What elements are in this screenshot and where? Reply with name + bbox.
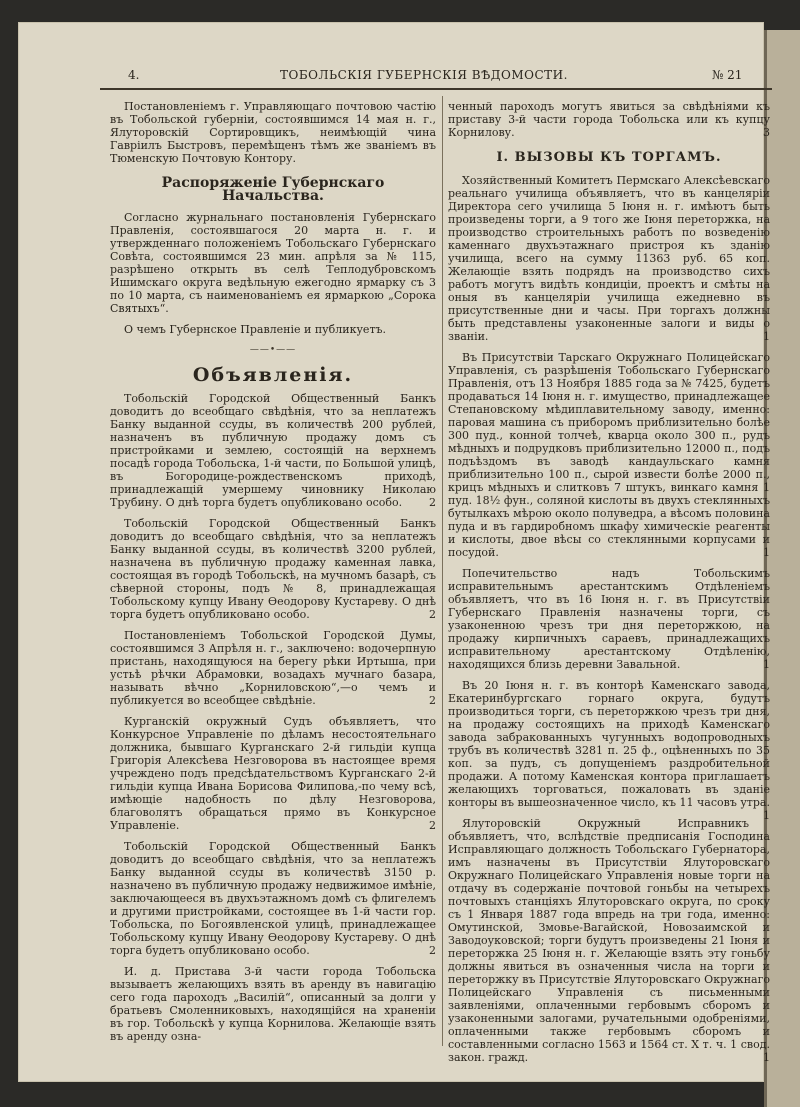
auction-notice bbox=[448, 679, 770, 822]
announcement bbox=[110, 715, 436, 832]
announcement-text: Постановленіемъ Тобольской Городской Думы, состоявшимся 3 Апрѣля н. г., заключено: водочерпную пристань, находящуюся на берегу рѣки Иртыша, при устьѣ рѣчки Абрамовки, возадахъ мучнаго базара, называть вѣчно „Корниловскою“,—о чемъ и публикуется во всеобщее свѣдѣніе. bbox=[110, 629, 436, 707]
auction-mark: 1 bbox=[763, 658, 770, 671]
announcement bbox=[110, 392, 436, 509]
continued-announcement bbox=[448, 100, 770, 139]
announcement bbox=[110, 517, 436, 621]
auction-notice bbox=[448, 817, 770, 1064]
announcement-mark: 2 bbox=[429, 496, 436, 509]
announcement-text: Тобольскій Городской Общественный Банкъ доводитъ до всеобщаго свѣдѣнія, что за неплатежъ Банку выданной ссуды, въ количествѣ 3200 рублей, назначена въ публичную продажу каменная лавка, состоящая въ городѣ Тобольскѣ, на мучномъ базарѣ, съ сѣверной стороны, подъ № 8, принадлежащая Тобольскому купцу Ивану Ѳеодорову Кустареву. О днѣ торга будетъ опубликовано особо. bbox=[110, 517, 436, 621]
fair-notice-closing: О чемъ Губернское Правленіе и публикуетъ. bbox=[124, 323, 387, 336]
auction-text: Ялуторовскій Окружный Исправникъ объявляетъ, что, вслѣдствіе предписанія Господина Исправляющаго должность Тобольскаго Губернатора, имъ назначены въ Присутствіи Ялуторовскаго Окружнаго Полицейскаго Управленія новые торги на отдачу въ содержаніе почтовой гоньбы на четырехъ почтовыхъ станціяхъ Ялуторовскаго округа, по сроку съ 1 Января 1887 года впредь на три года, именно: Омутинской, Змовье-Вагайской, Новозаимской и Заводоуковской; торги будутъ произведены 21 Іюня и переторжка 25 Іюня н. г. Желающіе взять эту гоньбу должны явиться въ означенныя числа на торги и переторжку въ Присутствіе Ялуторовскаго Окружнаго Полицейскаго Управленія съ письменными заявленіями, оплаченными гербовымъ сборомъ и узаконенными залогами, ручательными одобреніями, оплаченными также гербовымъ сборомъ и составленными согласно 1563 и 1564 ст. Х т. ч. 1 свод. закон. гражд. bbox=[448, 817, 770, 1064]
column-divider bbox=[442, 96, 443, 1046]
page-number: 4. bbox=[128, 68, 140, 82]
announcement-mark: 2 bbox=[429, 819, 436, 832]
auction-mark: 1 bbox=[763, 546, 770, 559]
announcement-mark: 2 bbox=[429, 608, 436, 621]
announcement bbox=[110, 965, 436, 1043]
auction-notice bbox=[448, 567, 770, 671]
announcement bbox=[110, 840, 436, 957]
left-column bbox=[110, 100, 436, 1051]
announcement-text: Тобольскій Городской Общественный Банкъ доводитъ до всеобщаго свѣдѣнія, что за неплатежъ Банку выданной ссуды въ количествѣ 3150 р. назначено въ публичную продажу недвижимое имѣніе, заключающееся въ двухъэтажномъ домѣ съ флигелемъ и другими пристройками, состоящее въ 1-й части гор. Тобольска, по Богоявленской улицѣ, принадлежащее Тобольскому купцу Ивану Ѳеодорову Кустареву. О днѣ торга будетъ опубликовано особо. bbox=[110, 840, 436, 957]
announcement-text: И. д. Пристава 3-й части города Тобольска вызываетъ желающихъ взять въ аренду въ навигацію сего года пароходъ „Василій“, описанный за долги у братьевъ Смоленниковыхъ, находящійся на храненіи въ гор. Тобольскѣ у купца Корнилова. Желающіе взять въ аренду озна- bbox=[110, 965, 436, 1043]
auction-text: Хозяйственный Комитетъ Пермскаго Алексѣевскаго реальнаго училища объявляетъ, что въ канцеляріи Директора сего училища 5 Іюня н. г. имѣютъ быть произведены торги, а 9 того же Іюня переторжка, на производство строительныхъ работъ по возведенію каменнаго двухъэтажнаго пристроя къ зданію училища, всего на сумму 11363 руб. 65 коп. Желающіе взять подрядъ на производство сихъ работъ могутъ видѣть кондиціи, проектъ и смѣты на оныя въ канцеляріи училища ежедневно въ присутственные дни и часы. При торгахъ должны быть представлены узаконенные залоги и виды о званіи. bbox=[448, 174, 770, 343]
continued-text: ченный пароходъ могутъ явиться за свѣдѣніями къ приставу 3-й части города Тобольска или къ купцу Корнилову. bbox=[448, 100, 770, 139]
announcement-mark: 3 bbox=[763, 126, 770, 139]
postal-notice: Постановленіемъ г. Управляющаго почтовою частію въ Тобольской губерніи, состоявшимся 14 мая н. г., Ялуторовскій Сортировщикъ, неимѣющій чина Гавріилъ Быстровъ, перемѣщенъ тѣмъ же званіемъ въ Тюменскую Почтовую Контору. bbox=[110, 100, 436, 165]
announcement bbox=[110, 629, 436, 707]
auction-mark: 1 bbox=[763, 1051, 770, 1064]
page-header bbox=[100, 68, 772, 86]
auction-mark: 1 bbox=[763, 809, 770, 822]
right-column bbox=[448, 100, 770, 1072]
auction-notice bbox=[448, 174, 770, 343]
issue-number: № 21 bbox=[712, 68, 743, 82]
auction-text: Попечительство надъ Тобольскимъ исправительнымъ арестантскимъ Отдѣленіемъ объявляетъ, что въ 16 Іюня н. г. въ Присутствіи Губернскаго Правленія назначены торги, съ узаконенною чрезъ три дня переторжкою, на продажу кирпичныхъ сараевъ, принадлежащихъ исправительному арестантскому Отдѣленію, находящихся близь деревни Завальной. bbox=[448, 567, 770, 671]
fair-notice: Согласно журнальнаго постановленія Губернскаго Правленія, состоявшагося 20 марта н. г. и утвержденнаго положеніемъ Тобольскаго Губернскаго Совѣта, состоявшимся 23 мин. апрѣля за № 115, разрѣшено открыть въ селѣ Теплодубровскомъ Ишимскаго округа ведѣльную ежегодно ярмарку съ 3 по 10 марта, съ наименованіемъ ея ярмаркою „Сорока Святыхъ“. bbox=[110, 211, 436, 315]
announcement-mark: 2 bbox=[429, 694, 436, 707]
announcement-text: Тобольскій Городской Общественный Банкъ доводитъ до всеобщаго свѣдѣнія, что за неплатежъ Банку выданной ссуды, въ количествѣ 200 рублей, назначенъ въ публичную продажу домъ съ пристройками и землею, состоящій на верхнемъ посадѣ города Тобольска, 1-й части, по Большой улицѣ, въ Богородице-рождественскомъ приходѣ, принадлежащій умершему чиновнику Николаю Трубину. О днѣ торга будетъ опубликовано особо. bbox=[110, 392, 436, 509]
section-heading-announcements: Объявленія. bbox=[192, 364, 354, 386]
section-heading-auctions: I. ВЫЗОВЫ КЪ ТОРГАМЪ. bbox=[496, 150, 722, 165]
section-heading-orders: Распоряженіе Губернскаго Начальства. bbox=[161, 175, 385, 204]
header-rule bbox=[100, 88, 772, 90]
announcement-text: Курганскій окружный Судъ объявляетъ, что Конкурсное Управленіе по дѣламъ несостоятельнаго должника, бывшаго Курганскаго 2-й гильдіи купца Григорія Алексѣева Незговорова въ настоящее время учреждено подъ предсѣдательствомъ Курганскаго 2-й гильдіи купца Ивана Борисова Филипова,-по чему всѣ, имѣющіе надобность по дѣлу Незговорова, благоволятъ обращаться прямо въ Конкурсное Управленіе. bbox=[110, 715, 436, 832]
auction-notice bbox=[448, 351, 770, 559]
announcement-mark: 2 bbox=[429, 944, 436, 957]
newspaper-title: ТОБОЛЬСКІЯ ГУБЕРНСКІЯ ВѢДОМОСТИ. bbox=[280, 68, 568, 82]
ornament-divider: ——•—— bbox=[249, 345, 297, 355]
auction-mark: 1 bbox=[763, 330, 770, 343]
auction-text: Въ 20 Іюня н. г. въ конторѣ Каменскаго завода, Екатеринбургскаго горнаго округа, будутъ производиться торги, съ переторжкою чрезъ три дня, на продажу состоящихъ на приходѣ Каменскаго завода забракованныхъ чугунныхъ водопроводныхъ трубъ въ количествѣ 3281 п. 25 ф., оцѣненныхъ по 35 коп. за пудъ, съ допущеніемъ раздробительной продажи. А потому Каменская контора приглашаетъ желающихъ торговаться, пожаловать въ зданіе конторы въ вышеозначенное число, къ 11 часовъ утра. bbox=[448, 679, 770, 809]
auction-text: Въ Присутствіи Тарскаго Окружнаго Полицейскаго Управленія, съ разрѣшенія Тобольскаго Губернскаго Правленія, отъ 13 Ноября 1885 года за № 7425, будетъ продаваться 14 Іюня н. г. имущество, принадлежащее Степановскому мѣдиплавительному заводу, именно: паровая машина съ приборомъ приблизительно болѣе 300 пуд., конной толчеѣ, кварца около 300 п., рудъ мѣдныхъ и подрудковъ приблизительно 12000 п., подъ подъѣздомъ въ заводѣ кандаульскаго камня приблизительно 100 п., сырой извести болѣе 2000 п., крицъ мѣдныхъ и слитковъ 7 штукъ, винкаго камня 1 пуд. 18½ фун., соляной кислоты въ двухъ стеклянныхъ бутылкахъ мѣрою около полуведра, а вѣсомъ половина пуда и въ гардиробномъ шкафу химическіе реагенты и кислоты, двое вѣсы со стеклянными корпусами и посудой. bbox=[448, 351, 770, 559]
